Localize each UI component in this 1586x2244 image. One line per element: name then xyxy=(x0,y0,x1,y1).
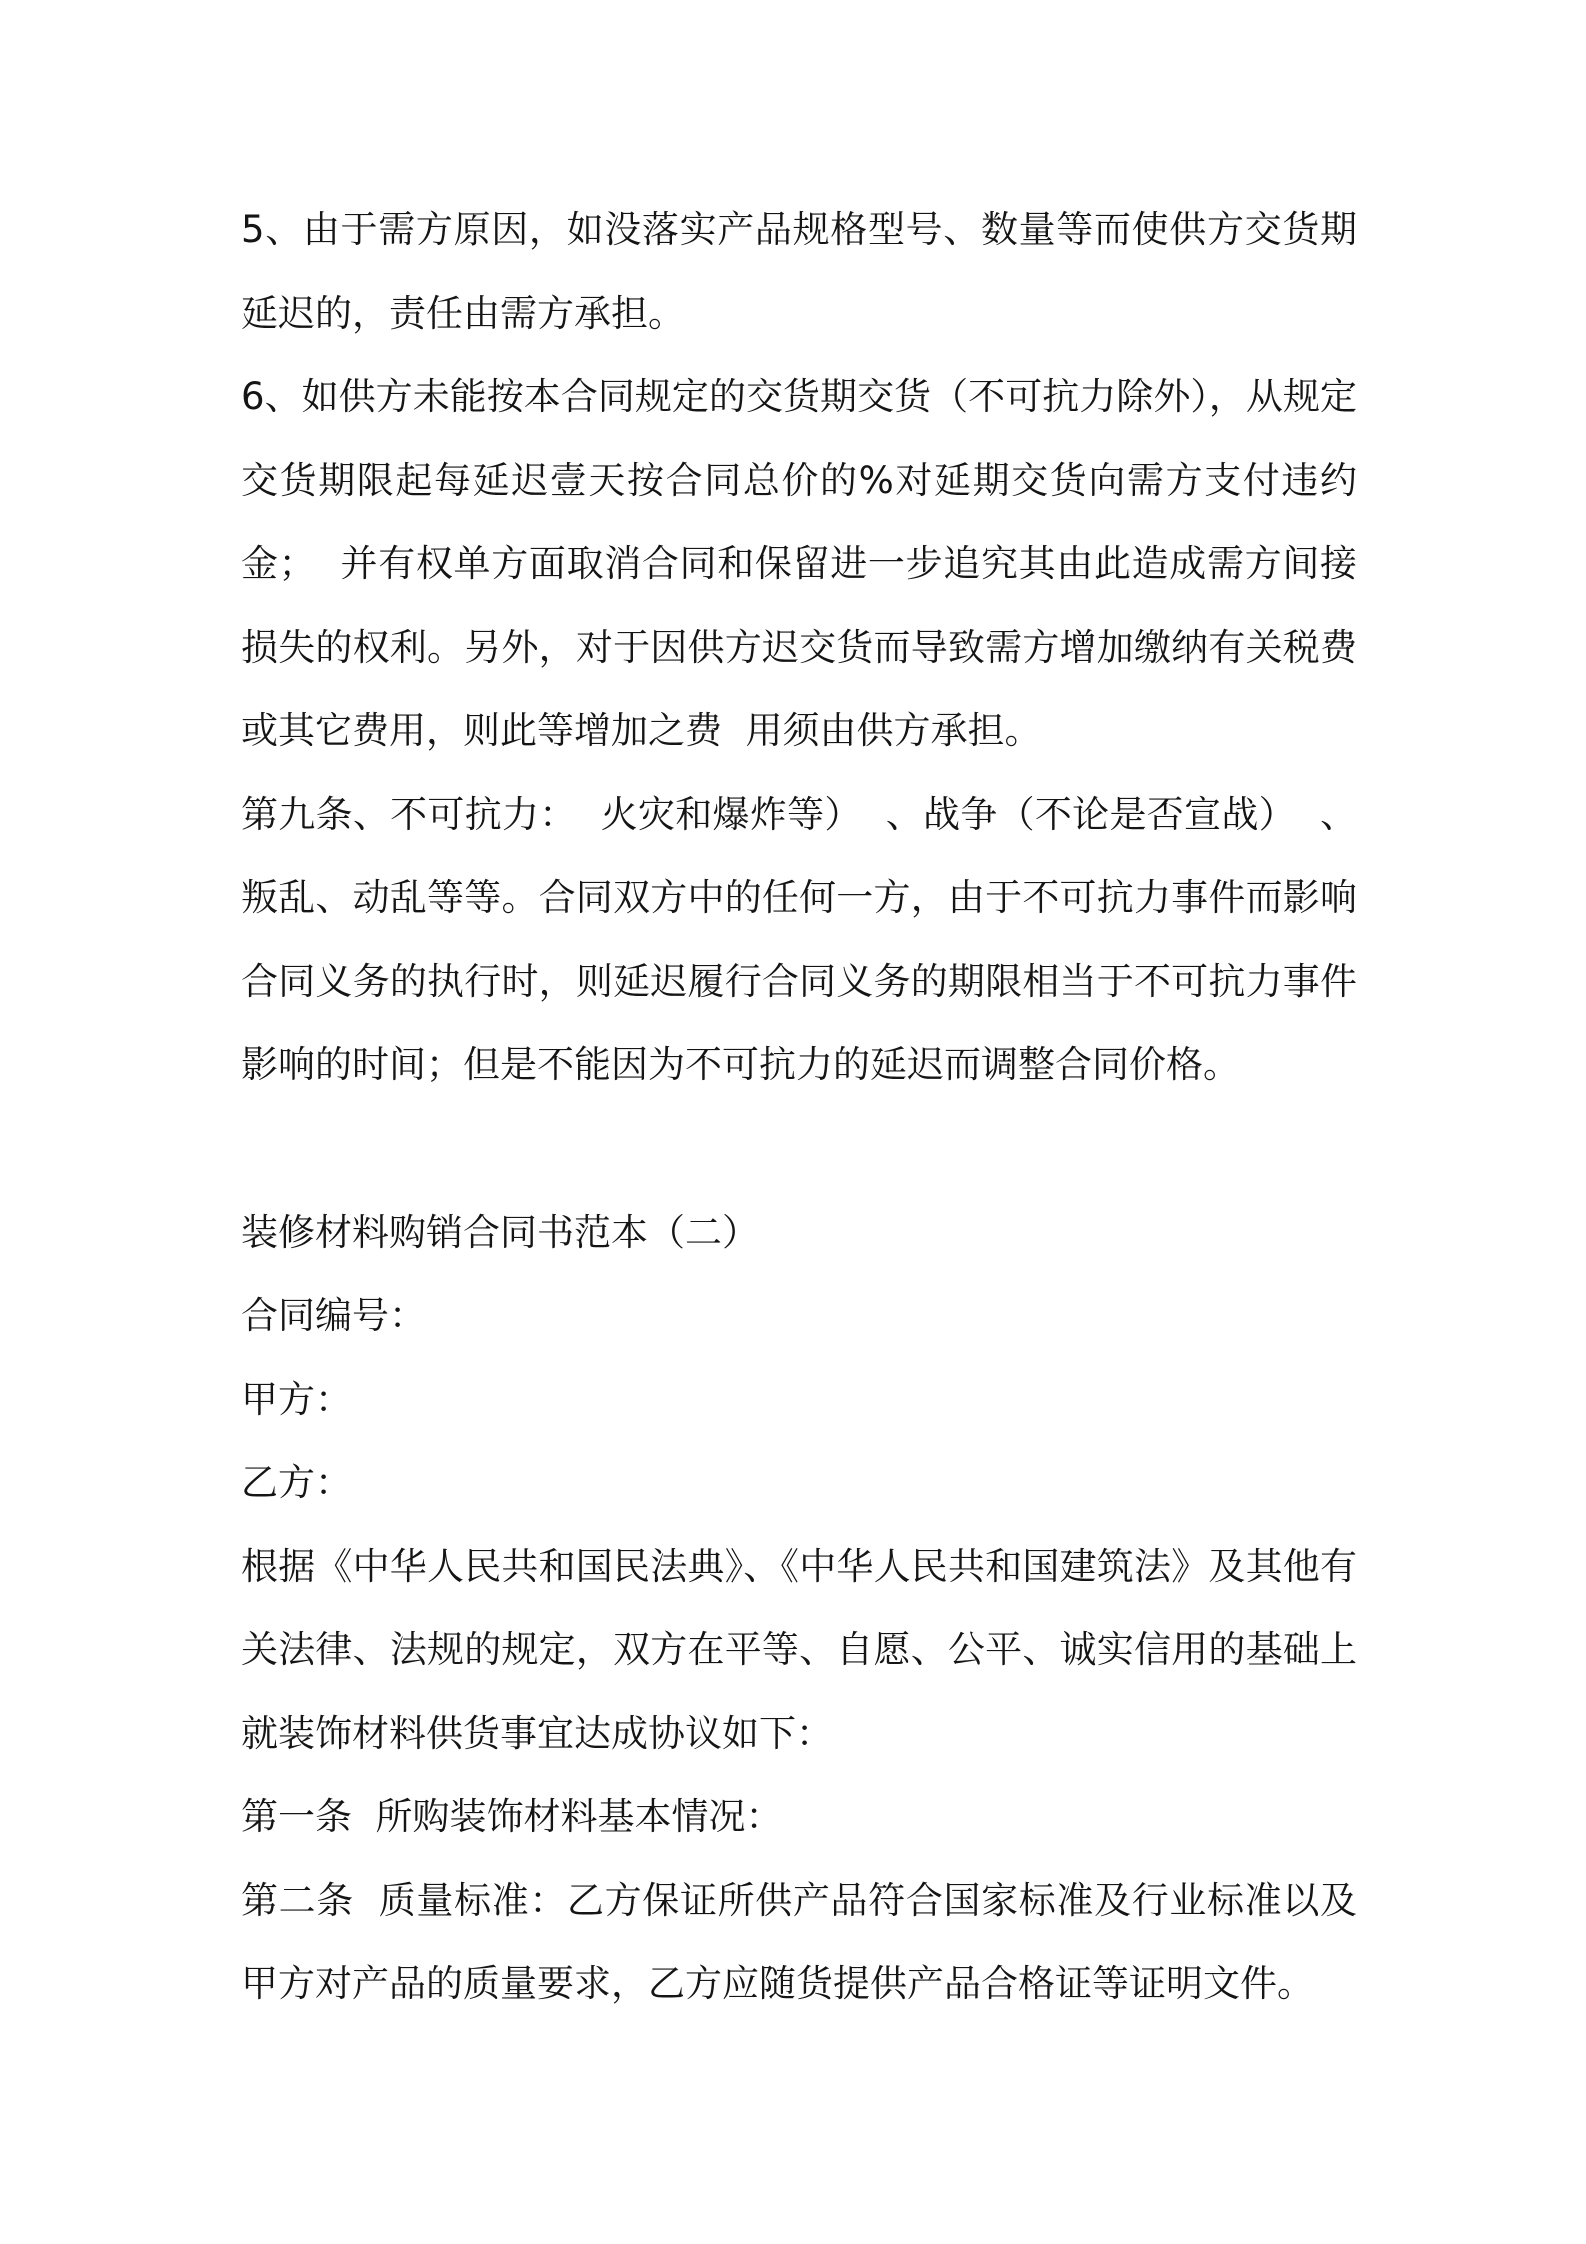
preamble: 根据《中华人民共和国民法典》、《中华人民共和国建筑法》及其他有关法律、法规的规定，双方在平等、自愿、公平、诚实信用的基础上就装饰材料供货事宜达成协议如下： xyxy=(241,1544,1357,1755)
party-a-field: 甲方： xyxy=(241,1377,352,1421)
party-b-field: 乙方： xyxy=(241,1461,352,1504)
contract-number-field: 合同编号： xyxy=(241,1294,426,1337)
article-9-force-majeure: 第九条、不可抗力： 火灾和爆炸等） 、战争（不论是否宣战） 、叛乱、动乱等等。合同双方中的任何一方，由于不可抗力事件而影响合同义务的执行时，则延迟履行合同义务的期限相当于不可抗力事件影响的时间；但是不能因为不可抗力的延迟而调整合同价格。 xyxy=(241,792,1357,1086)
clause-6: 6、如供方未能按本合同规定的交货期交货（不可抗力除外），从规定交货期限起每延迟壹天按合同总价的%对延期交货向需方支付违约金； 并有权单方面取消合同和保留进一步追究其由此造成需方间接损失的权利。另外，对于因供方迟交货而导致需方增加缴纳有关税费或其它费用，则此等增加之费 用须由供方承担。 xyxy=(241,375,1357,752)
article-1: 第一条 所购装饰材料基本情况： xyxy=(241,1795,783,1838)
clause-5: 5、由于需方原因，如没落实产品规格型号、数量等而使供方交货期延迟的，责任由需方承担。 xyxy=(241,208,1357,335)
document-body xyxy=(241,188,1357,2026)
article-2: 第二条 质量标准：乙方保证所供产品符合国家标准及行业标准以及甲方对产品的质量要求，乙方应随货提供产品合格证等证明文件。 xyxy=(241,1878,1357,2005)
document-title: 装修材料购销合同书范本（二） xyxy=(241,1210,759,1254)
section-divider-space xyxy=(241,1107,1357,1191)
